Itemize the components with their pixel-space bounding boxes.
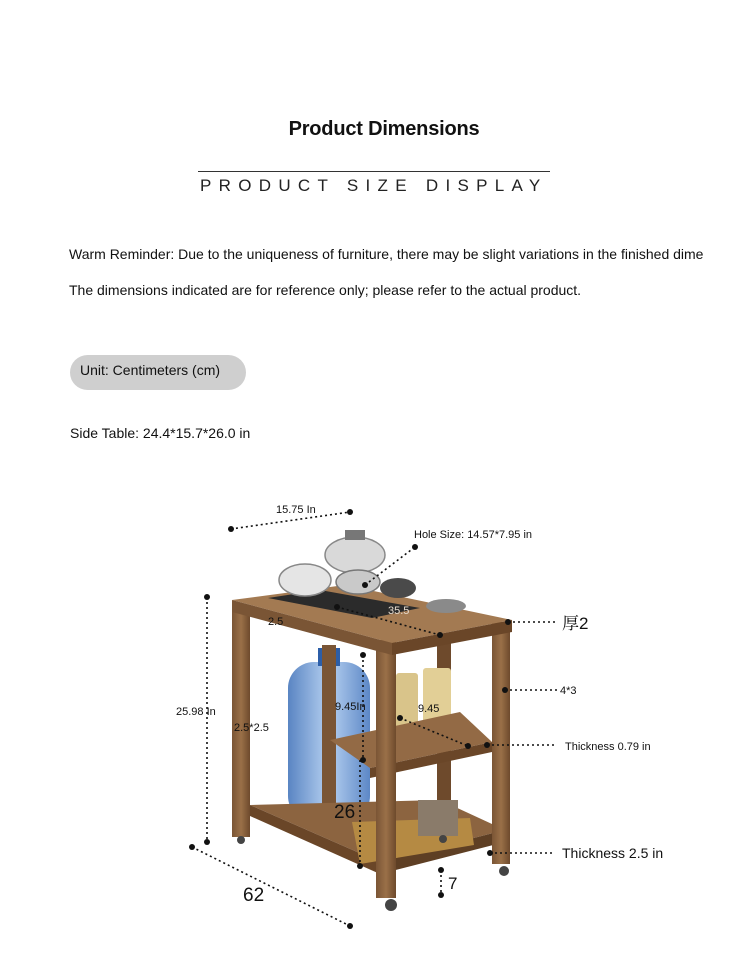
top-thickness-label: 厚2 bbox=[562, 614, 589, 633]
warm-reminder-text: Warm Reminder: Due to the uniqueness of furniture, there may be slight variations in the finished dime bbox=[69, 246, 704, 262]
title-divider bbox=[198, 171, 550, 172]
shelf-thickness-label: Thickness 0.79 in bbox=[565, 741, 651, 753]
hole-width-label: 35.5 bbox=[388, 605, 410, 617]
product-size-text: Side Table: 24.4*15.7*26.0 in bbox=[70, 425, 251, 441]
length-label: 62 bbox=[243, 885, 265, 906]
front-leg-right bbox=[492, 622, 510, 864]
lower-height-label: 26 bbox=[334, 802, 356, 823]
page-title: Product Dimensions bbox=[288, 118, 480, 140]
shelf-gap-label: 9.45In bbox=[335, 701, 366, 713]
unit-badge: Unit: Centimeters (cm) bbox=[70, 355, 246, 390]
shelf-gap-label-2: 9.45 bbox=[418, 703, 440, 715]
height-label: 25.98 In bbox=[176, 706, 216, 718]
dimension-diagram bbox=[0, 490, 750, 953]
reference-note-text: The dimensions indicated are for reference only; please refer to the actual product. bbox=[69, 282, 582, 298]
hole-size-label: Hole Size: 14.57*7.95 in bbox=[414, 529, 533, 541]
foot-height-label: 7 bbox=[448, 874, 458, 893]
page-subtitle: PRODUCT SIZE DISPLAY bbox=[200, 176, 548, 195]
rail-label: 4*3 bbox=[560, 685, 577, 697]
depth-top-label: 15.75 In bbox=[276, 504, 316, 516]
front-leg-center bbox=[376, 640, 396, 898]
leg-size-label: 2.5*2.5 bbox=[234, 722, 269, 734]
bottom-thickness-label: Thickness 2.5 in bbox=[562, 845, 664, 861]
edge-label: 2.5 bbox=[268, 616, 284, 628]
front-leg-left bbox=[232, 605, 250, 837]
